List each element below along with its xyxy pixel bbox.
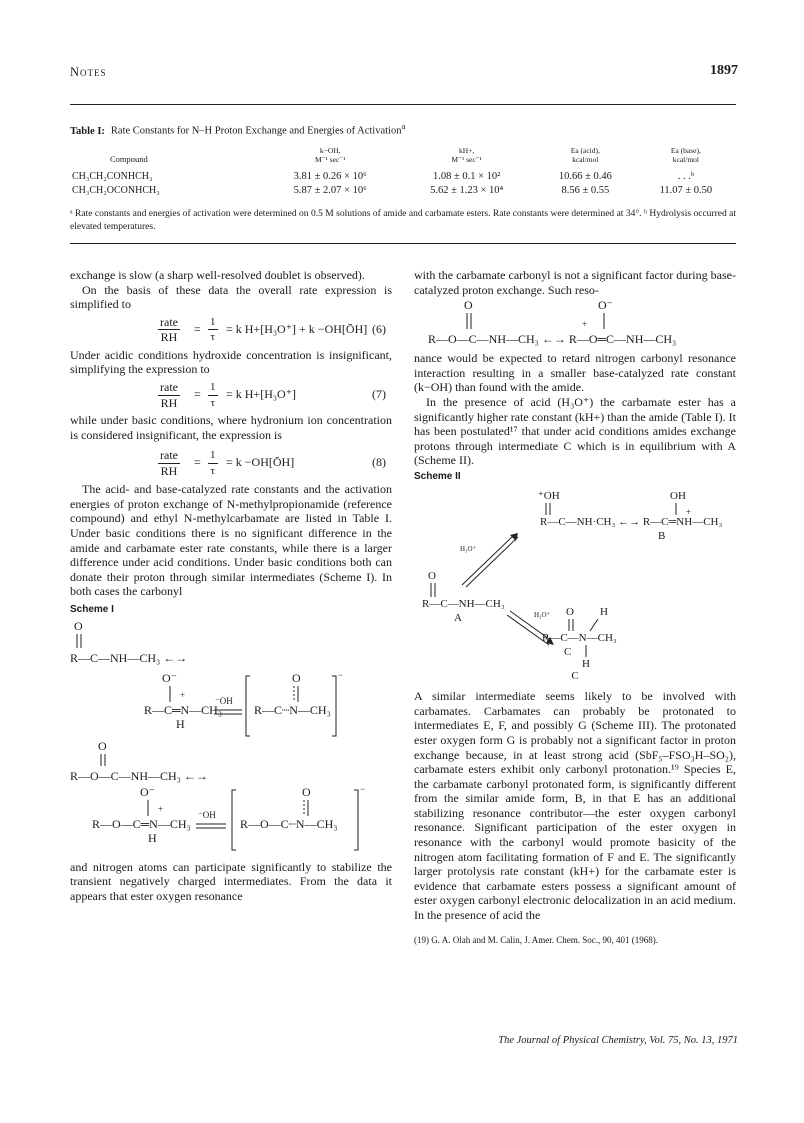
- paragraph: Under acidic conditions hydroxide concentration is insignificant, simplifying the expression to: [70, 347, 392, 377]
- svg-text:R—O—C┈N—CH₃: R—O—C┈N—CH₃: [240, 816, 338, 831]
- svg-text:R—O—C═N—CH₃: R—O—C═N—CH₃: [92, 816, 191, 831]
- svg-text:O⁻: O⁻: [598, 298, 613, 313]
- svg-text:−: −: [338, 669, 344, 680]
- table-row: [70, 184, 736, 198]
- fraction-one-tau: $\frac{1}{\tau}$: [210, 449, 216, 477]
- svg-text:O: O: [302, 784, 311, 799]
- table-caption: [70, 121, 405, 137]
- svg-text:O: O: [566, 605, 574, 618]
- table-header: kH+, M⁻¹ sec⁻¹: [451, 146, 482, 164]
- table-cell: 10.66 ± 0.46: [558, 171, 612, 182]
- table-cell: 1.08 ± 0.1 × 10²: [432, 171, 501, 182]
- table-header: k−OH, M⁻¹ sec⁻¹: [314, 146, 346, 164]
- table-label: Table I:: [70, 125, 105, 137]
- scheme-1-diagram: [70, 618, 392, 860]
- running-header-section: Notes: [70, 65, 107, 79]
- scheme-2-label-c: C: [571, 669, 579, 682]
- svg-text:C: C: [564, 645, 572, 658]
- svg-text:⁻OH: ⁻OH: [215, 695, 233, 706]
- table-header: Ea (base), kcal/mol: [670, 146, 701, 164]
- table-footnote: ᵃ Rate constants and energies of activation were determined on 0.5 M solutions of amide and carbamate esters. Rate constants were determined at 34°. ᵇ Hydrolysis occurred at elevated temperatures.: [70, 209, 736, 232]
- scheme-2-title: Scheme II: [414, 470, 461, 482]
- svg-text:O⁻: O⁻: [140, 784, 155, 799]
- table-title: Rate Constants for N–H Proton Exchange and Energies of Activation: [110, 125, 402, 137]
- page-number: 1897: [710, 63, 738, 78]
- table-cell: . . .ᵇ: [677, 171, 695, 182]
- table-cell: 8.56 ± 0.55: [561, 185, 610, 196]
- svg-text:+: +: [686, 506, 692, 517]
- scheme-1-title: Scheme I: [70, 603, 114, 615]
- svg-text:O: O: [464, 298, 473, 313]
- paragraph: On the basis of these data the overall rate expression is simplified to: [70, 282, 392, 312]
- svg-text:R—C—NH—CH₃: R—C—NH—CH₃: [422, 597, 505, 610]
- svg-text:R—C—N—CH₃: R—C—N—CH₃: [542, 631, 617, 644]
- reference-footnote: (19) G. A. Olah and M. Calin, J. Amer. Chem. Soc., 90, 401 (1968).: [414, 934, 658, 945]
- table-cell: CH₃CH₂CONHCH₃: [72, 171, 153, 182]
- scheme-2-diagram: [414, 485, 736, 671]
- svg-text:H: H: [582, 657, 590, 670]
- equation-7: rate RH $\frac{1}{\tau}$ = = k H+[H₃O⁺] (7): [160, 379, 386, 410]
- fraction-rate-rh: rate RH: [160, 379, 178, 410]
- svg-text:OH: OH: [670, 489, 686, 502]
- right-column: [414, 268, 736, 947]
- equation-8: rate RH = $\frac{1}{\tau}$ = k −OH[ŌH] (8): [160, 448, 386, 478]
- equation-number: (7): [372, 386, 386, 401]
- paragraph: while under basic conditions, where hydronium ion concentration is considered insignificant, the expression is: [70, 412, 392, 442]
- left-column: [70, 268, 392, 903]
- svg-text:R—O—C—NH—CH₃ ←→ R—O═C—NH—CH₃: R—O—C—NH—CH₃ ←→ R—O═C—NH—CH₃: [428, 332, 677, 347]
- paragraph: with the carbamate carbonyl is not a significant factor during base-catalyzed proton exchange. Such reso-: [414, 268, 736, 297]
- fraction-rate-rh: rate RH: [160, 314, 178, 345]
- svg-text:H: H: [148, 830, 157, 845]
- equation-number: (8): [372, 455, 386, 470]
- svg-text:O: O: [98, 738, 107, 753]
- table-bottom-rule: [70, 243, 736, 244]
- fraction-one-tau: $\frac{1}{\tau}$: [210, 380, 216, 409]
- svg-text:R—C—NH·CH₃ ←→ R—C═NH—CH₃: R—C—NH·CH₃ ←→ R—C═NH—CH₃: [540, 515, 723, 528]
- svg-text:H: H: [176, 716, 185, 731]
- paragraph: In the presence of acid (H₃O⁺) the carbamate ester has a significantly higher rate constant (kH+) than the amide (Table I). It has been postulated¹⁷ that under acid conditions amides exchange protons through intermediate C which is in equilibrium with A (Scheme II).: [414, 394, 736, 468]
- structure-amide: R—C—NH—CH₃ ←→: [70, 650, 188, 665]
- resonance-structure-diagram: [414, 297, 736, 351]
- atom-label: O: [74, 618, 83, 633]
- svg-text:R—C═N—CH₃: R—C═N—CH₃: [144, 702, 223, 717]
- table-row: [70, 170, 736, 184]
- top-rule: [70, 104, 736, 105]
- table-cell: 11.07 ± 0.50: [659, 185, 713, 196]
- table-header: Ea (acid), kcal/mol: [570, 146, 600, 164]
- svg-text:H₃O⁺: H₃O⁺: [534, 610, 551, 619]
- equation-rhs: = k H+[H₃O⁺]: [226, 386, 297, 401]
- equation-6: rate RH = $\frac{1}{\tau}$ = k H+[H₃O⁺] + k −OH[ŌH] (6): [160, 314, 386, 345]
- svg-text:+: +: [582, 319, 588, 330]
- rate-constants-table: [70, 146, 736, 198]
- svg-text:+: +: [158, 803, 164, 814]
- caption-footnote-mark: a: [401, 121, 406, 131]
- svg-text:H₃O⁺: H₃O⁺: [460, 544, 477, 553]
- table-header: Compound: [110, 154, 148, 164]
- svg-text:−: −: [360, 783, 366, 794]
- table-cell: 5.62 ± 1.23 × 10⁴: [430, 185, 504, 196]
- equation-number: (6): [372, 321, 386, 336]
- paragraph: A similar intermediate seems likely to be involved with carbamates. Carbamates can probably be protonated to intermediates E, F, and possibly G (Scheme III). The protonated ester oxygen form G is probably not a significant factor in proton exchange because, in at least strong acid (SbF₅–FSO₃H–SO₂), carbamate esters exhibit only carbonyl protonation.¹⁹ Species E, the carbamate carbonyl protonated form, is significantly different from the similar amide form, B, in that E has an additional stabilizing resonance contributor—the ester oxygen carbonyl resonance. Significant participation of the ester oxygen in resonance with the carbonyl would promote basicity of the nitrogen atom facilitating formation of F and E. The significantly larger protolysis rate constant (kH+) for the carbamate ester is evidence that carbamate esters possess a significant amount of ester oxygen carbonyl electronic delocalization in an acid medium. In the presence of acid the: [414, 689, 736, 923]
- fraction-rate-rh: rate RH: [160, 448, 178, 478]
- svg-text:B: B: [658, 529, 666, 542]
- paragraph: and nitrogen atoms can participate significantly to stabilize the transient negatively charged intermediates. From the data it appears that ester oxygen resonance: [70, 859, 392, 903]
- equation-rhs: = k −OH[ŌH]: [226, 455, 295, 470]
- paragraph: nance would be expected to retard nitrogen carbonyl resonance interaction resulting in a smaller base-catalyzed rate constant (k−OH) than found with the amide.: [414, 351, 736, 395]
- svg-text:⁺OH: ⁺OH: [538, 489, 560, 502]
- svg-text:R—C┈N—CH₃: R—C┈N—CH₃: [254, 702, 331, 717]
- svg-text:+: +: [180, 689, 186, 700]
- paragraph: The acid- and base-catalyzed rate constants and the activation energies of proton exchange of N-methylpropionamide (reference compound) and ethyl N-methylcarbamate are listed in Table I. Under basic conditions there is no significant difference in the amide and carbamate ester rate constants, while there is a larger difference under acid conditions. Under basic conditions both can donate their proton through similar intermediates (Scheme I). In both cases the carbonyl: [70, 482, 392, 599]
- fraction-one-tau: $\frac{1}{\tau}$: [210, 315, 216, 344]
- paragraph: exchange is slow (a sharp well-resolved doublet is observed).: [70, 268, 365, 282]
- table-cell: 3.81 ± 0.26 × 10⁶: [293, 171, 367, 182]
- svg-text:H: H: [600, 605, 608, 618]
- table-header-row: [70, 146, 736, 170]
- equation-rhs: = k H+[H₃O⁺] + k −OH[ŌH]: [226, 321, 368, 336]
- svg-text:⁻OH: ⁻OH: [198, 809, 216, 820]
- journal-footer: The Journal of Physical Chemistry, Vol. 75, No. 13, 1971: [498, 1035, 738, 1046]
- table-cell: 5.87 ± 2.07 × 10⁶: [293, 185, 367, 196]
- svg-text:O: O: [292, 670, 301, 685]
- structure-carbamate: R—O—C—NH—CH₃ ←→: [70, 768, 208, 783]
- svg-text:O: O: [428, 569, 436, 582]
- table-cell: CH₃CH₂OCONHCH₃: [72, 185, 160, 196]
- svg-text:A: A: [454, 611, 462, 624]
- svg-text:O⁻: O⁻: [162, 670, 177, 685]
